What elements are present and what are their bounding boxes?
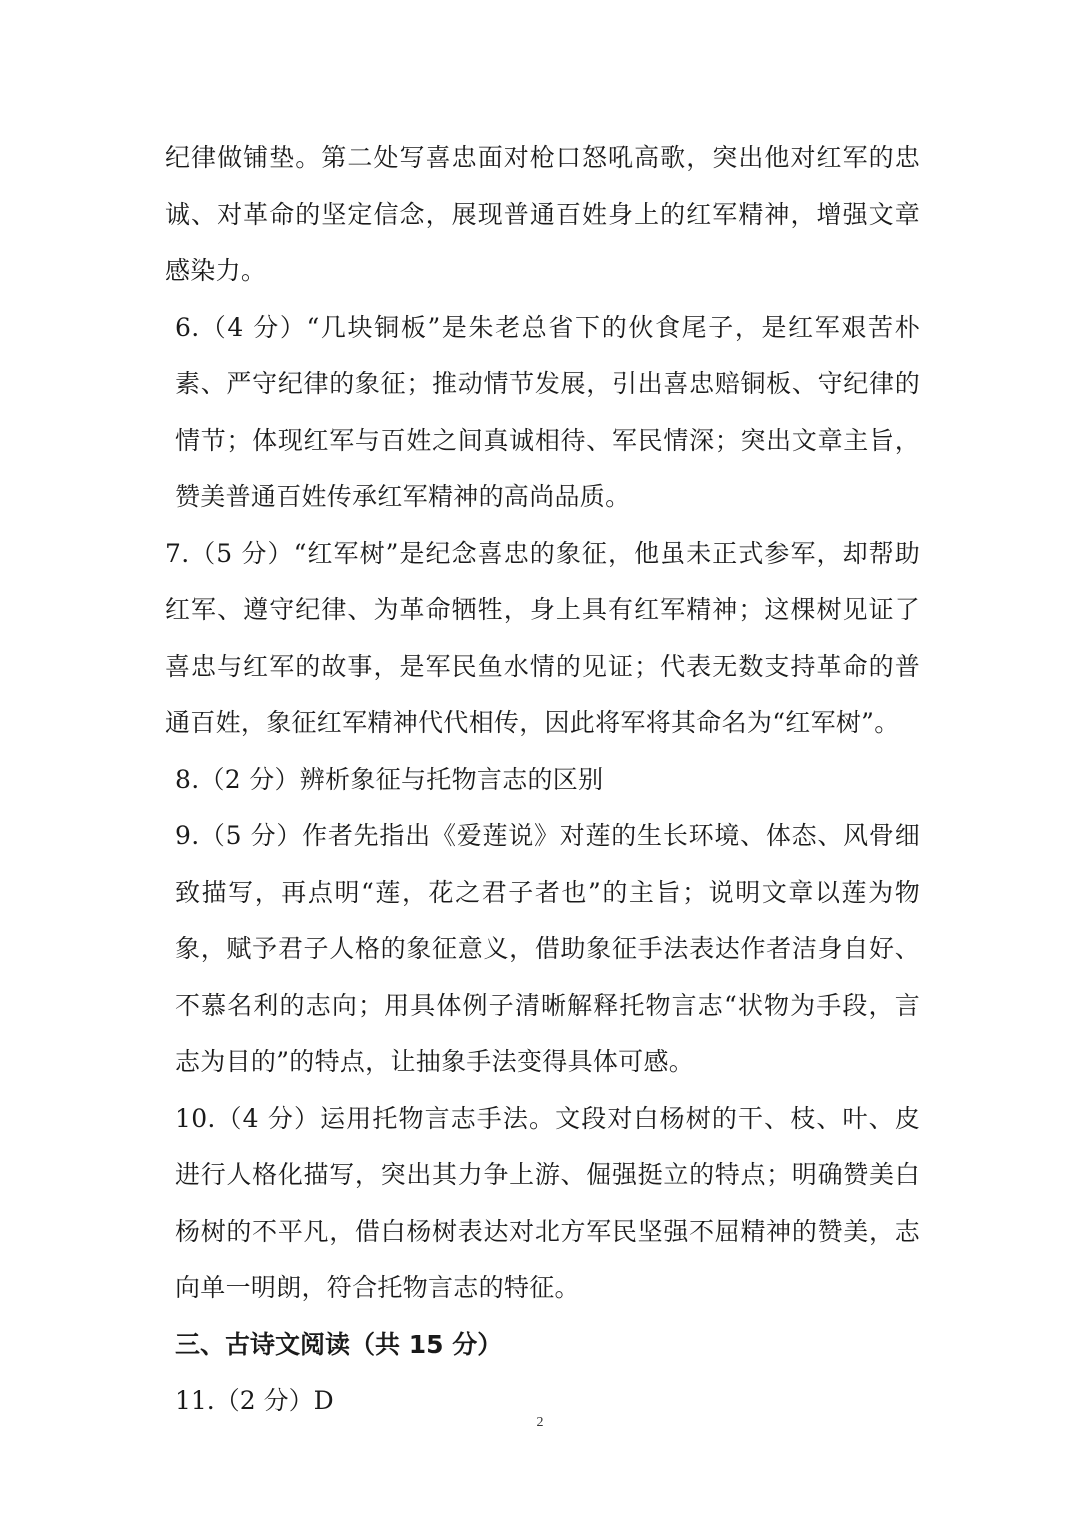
answer-8: 8.（2 分）辨析象征与托物言志的区别 [175,764,604,794]
answer-11: 11.（2 分）D [175,1386,334,1415]
page-number: 2 [536,1415,544,1430]
section-heading: 三、古诗文阅读（共 15 分） [175,1329,503,1359]
answer-6: 6.（4 分）“几块铜板”是朱老总省下的伙食尾子，是红军艰苦朴素、严守纪律的象征；推动情节发展，引出喜忠赔铜板、守纪律的情节；体现红军与百姓之间真诚相待、军民情深；突出文章主旨，赞美普通百姓传承红军精神的高尚品质。 [175,312,920,511]
answer-10: 10.（4 分）运用托物言志手法。文段对白杨树的干、枝、叶、皮进行人格化描写，突出其力争上游、倔强挺立的特点；明确赞美白杨树的不平凡，借白杨树表达对北方军民坚强不屈精神的赞美，志向单一明朗，符合托物言志的特征。 [175,1103,920,1302]
paragraph-continuation: 纪律做铺垫。第二处写喜忠面对枪口怒吼高歌，突出他对红军的忠诚、对革命的坚定信念，展现普通百姓身上的红军精神，增强文章感染力。 [165,143,920,285]
page-content [165,130,920,1430]
answer-9: 9.（5 分）作者先指出《爱莲说》对莲的生长环境、体态、风骨细致描写，再点明“莲，花之君子者也”的主旨；说明文章以莲为物象，赋予君子人格的象征意义，借助象征手法表达作者洁身自好、不慕名利的志向；用具体例子清晰解释托物言志“状物为手段，言志为目的”的特点，让抽象手法变得具体可感。 [175,821,920,1076]
answer-7: 7.（5 分）“红军树”是纪念喜忠的象征，他虽未正式参军，却帮助红军、遵守纪律、为革命牺牲，身上具有红军精神；这棵树见证了喜忠与红军的故事，是军民鱼水情的见证；代表无数支持革命的普通百姓，象征红军精神代代相传，因此将军将其命名为“红军树”。 [165,538,920,737]
